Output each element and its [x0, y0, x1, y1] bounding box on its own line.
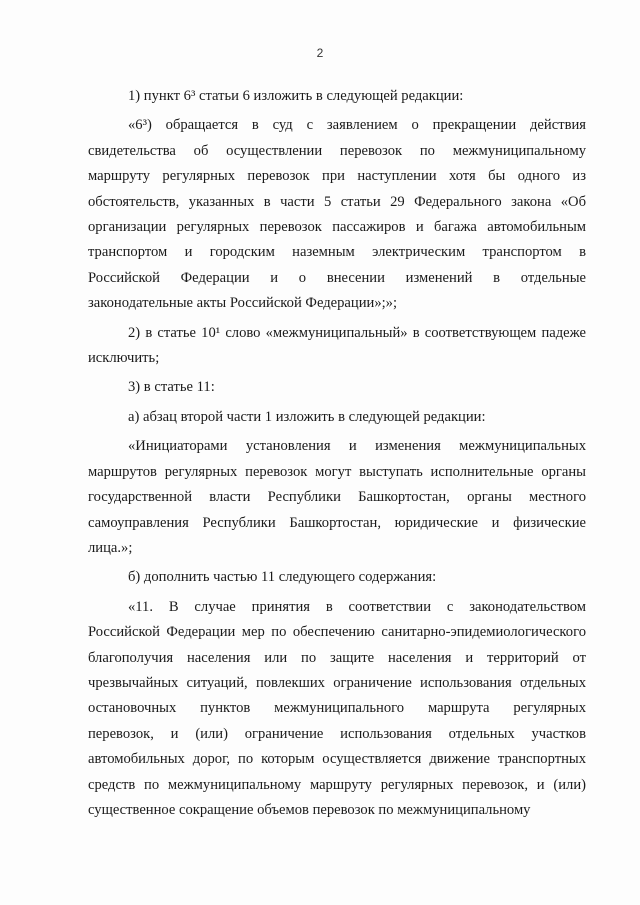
- text-line: маршрутов регулярных перевозок могут выступать исполнительные органы: [88, 463, 586, 480]
- text-line: перевозок, и (или) ограничение использования отдельных участков: [88, 725, 586, 742]
- paragraph-p4: [88, 375, 586, 400]
- text-line: лица.»;: [88, 539, 133, 556]
- text-line: автомобильных дорог, по которым осуществляется движение транспортных: [88, 751, 586, 768]
- text-line: свидетельства об осуществлении перевозок по межмуниципальному: [88, 142, 586, 159]
- text-line: чрезвычайных ситуаций, повлекших ограничение использования отдельных: [88, 674, 586, 691]
- document-body: [88, 84, 586, 827]
- paragraph-p7: [88, 565, 586, 590]
- page-number: 2: [316, 46, 324, 60]
- text-line: «11. В случае принятия в соответствии с законодательством: [128, 598, 586, 615]
- text-line: «6³) обращается в суд с заявлением о прекращении действия: [128, 117, 586, 134]
- paragraph-p6: [88, 434, 586, 561]
- text-line: самоуправления Республики Башкортостан, юридические и физические: [88, 514, 586, 531]
- paragraph-p8: [88, 595, 586, 824]
- paragraph-p3: [88, 321, 586, 372]
- text-line: Российской Федерации мер по обеспечению санитарно-эпидемиологического: [88, 624, 586, 641]
- text-line: «Инициаторами установления и изменения межмуниципальных: [128, 438, 586, 455]
- text-line: благополучия населения или по защите населения и территорий от: [88, 649, 586, 666]
- text-line: законодательные акты Российской Федерации»;»;: [88, 295, 398, 312]
- text-line: организации регулярных перевозок пассажиров и багажа автомобильным: [88, 219, 586, 236]
- text-line: государственной власти Республики Башкортостан, органы местного: [88, 489, 586, 506]
- text-line: остановочных пунктов межмуниципального маршрута регулярных: [88, 700, 586, 717]
- paragraph-gap: [88, 823, 586, 827]
- text-line: маршруту регулярных перевозок при наступлении хотя бы одного из: [88, 168, 586, 185]
- paragraph-p5: [88, 405, 586, 430]
- text-line: 3) в статье 11:: [128, 379, 215, 396]
- paragraph-p2: [88, 113, 586, 316]
- text-line: Российской Федерации и о внесении изменений в отдельные: [88, 269, 586, 286]
- text-line: исключить;: [88, 350, 160, 367]
- text-line: средств по межмуниципальному маршруту регулярных перевозок, и (или): [88, 776, 586, 793]
- text-line: 2) в статье 10¹ слово «межмуниципальный» в соответствующем падеже: [128, 324, 586, 341]
- text-line: транспортом и городским наземным электрическим транспортом в: [88, 244, 586, 261]
- text-line: 1) пункт 6³ статьи 6 изложить в следующей редакции:: [128, 88, 464, 104]
- text-line: б) дополнить частью 11 следующего содержания:: [128, 569, 437, 586]
- paragraph-p1: [88, 84, 586, 109]
- text-line: обстоятельств, указанных в части 5 статьи 29 Федерального закона «Об: [88, 193, 586, 210]
- text-line: существенное сокращение объемов перевозок по межмуниципальному: [88, 801, 531, 818]
- text-line: а) абзац второй части 1 изложить в следующей редакции:: [128, 408, 486, 425]
